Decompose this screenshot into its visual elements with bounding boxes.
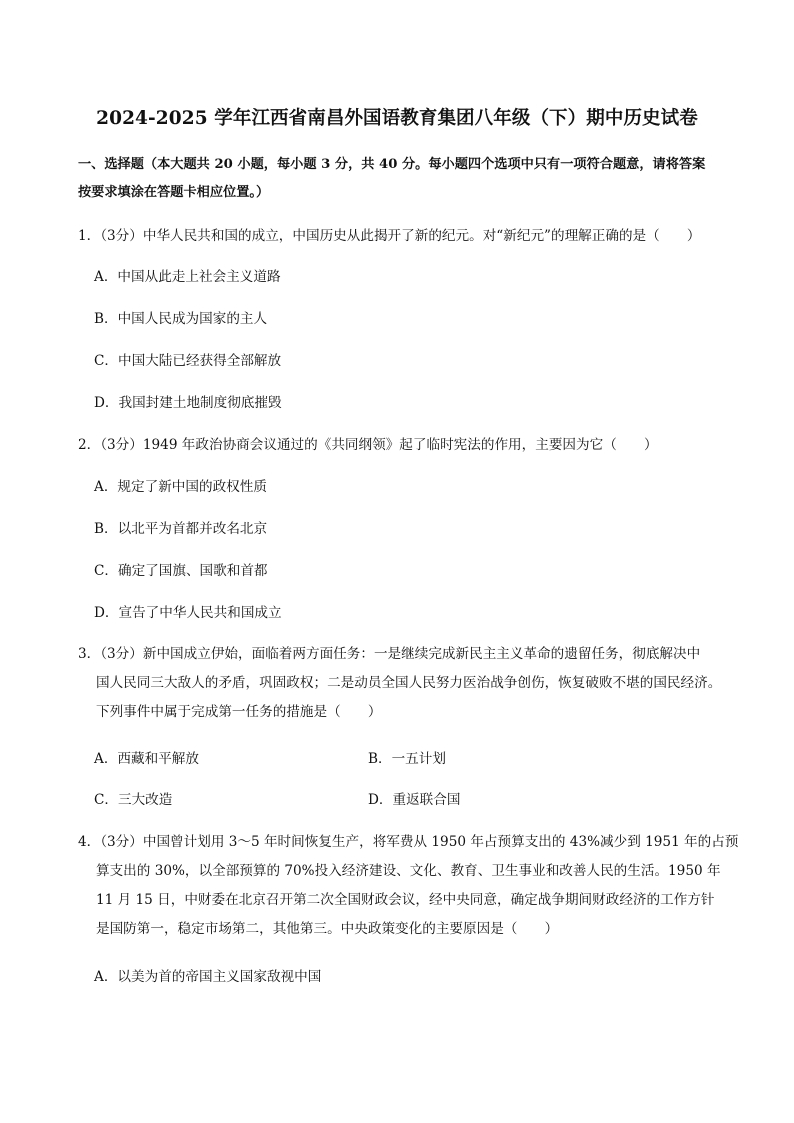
question-3-option-c: C．三大改造 — [94, 792, 173, 808]
question-4-stem-line-2: 算支出的 30%，以全部预算的 70%投入经济建设、文化、教育、卫生事业和改善人民的生活。1950 年 — [96, 863, 721, 879]
question-2-stem-line-1: 2．（3分）1949 年政治协商会议通过的《共同纲领》起了临时宪法的作用，主要因为它（ ） — [78, 437, 658, 453]
question-4-stem-line-3: 11 月 15 日，中财委在北京召开第二次全国财政会议，经中央同意，确定战争期间财政经济的工作方针 — [96, 892, 715, 908]
question-2-option-c: C．确定了国旗、国歌和首都 — [94, 563, 268, 579]
question-3-option-d: D．重返联合国 — [368, 792, 461, 808]
question-3-option-a: A．西藏和平解放 — [94, 751, 199, 767]
question-4-stem-line-1: 4．（3分）中国曾计划用 3～5 年时间恢复生产，将军费从 1950 年占预算支出的 43%减少到 1951 年的占预 — [78, 834, 739, 850]
question-4-stem-line-4: 是国防第一，稳定市场第二，其他第三。中央政策变化的主要原因是（ ） — [96, 921, 559, 937]
question-3-stem-line-2: 国人民同三大敌人的矛盾，巩固政权；二是动员全国人民努力医治战争创伤，恢复破败不堪的国民经济。 — [96, 675, 722, 691]
question-3-option-b: B．一五计划 — [368, 751, 446, 767]
question-2-stem — [78, 431, 728, 460]
section-instructions-line-2: 按要求填涂在答题卡相应位置。） — [78, 185, 270, 200]
section-instructions-line-1: 一、选择题（本大题共 20 小题，每小题 3 分，共 40 分。每小题四个选项中只有一项符合题意，请将答案 — [78, 157, 706, 172]
question-1-stem-line-1: 1．（3分）中华人民共和国的成立，中国历史从此揭开了新的纪元。对“新纪元”的理解正确的是（ ） — [78, 228, 701, 244]
question-2-option-b: B．以北平为首都并改名北京 — [94, 521, 268, 537]
section-instructions — [78, 151, 728, 207]
question-2-option-d: D．宣告了中华人民共和国成立 — [94, 605, 282, 621]
question-4-stem — [78, 828, 739, 944]
question-1-option-b: B．中国人民成为国家的主人 — [94, 311, 268, 327]
question-3-stem — [78, 640, 728, 727]
question-1-option-a: A．中国从此走上社会主义道路 — [94, 269, 281, 285]
question-2-option-a: A．规定了新中国的政权性质 — [94, 479, 267, 495]
question-3-stem-line-1: 3．（3分）新中国成立伊始，面临着两方面任务：一是继续完成新民主主义革命的遗留任务，彻底解决中 — [78, 646, 701, 662]
question-1-option-c: C．中国大陆已经获得全部解放 — [94, 353, 282, 369]
question-4-option-a: A．以美为首的帝国主义国家敌视中国 — [94, 969, 322, 985]
question-1-stem — [78, 222, 728, 251]
exam-title: 2024-2025 学年江西省南昌外国语教育集团八年级（下）期中历史试卷 — [96, 108, 698, 129]
question-3-stem-line-3: 下列事件中属于完成第一任务的措施是（ ） — [96, 704, 382, 720]
question-1-option-d: D．我国封建土地制度彻底摧毁 — [94, 395, 282, 411]
